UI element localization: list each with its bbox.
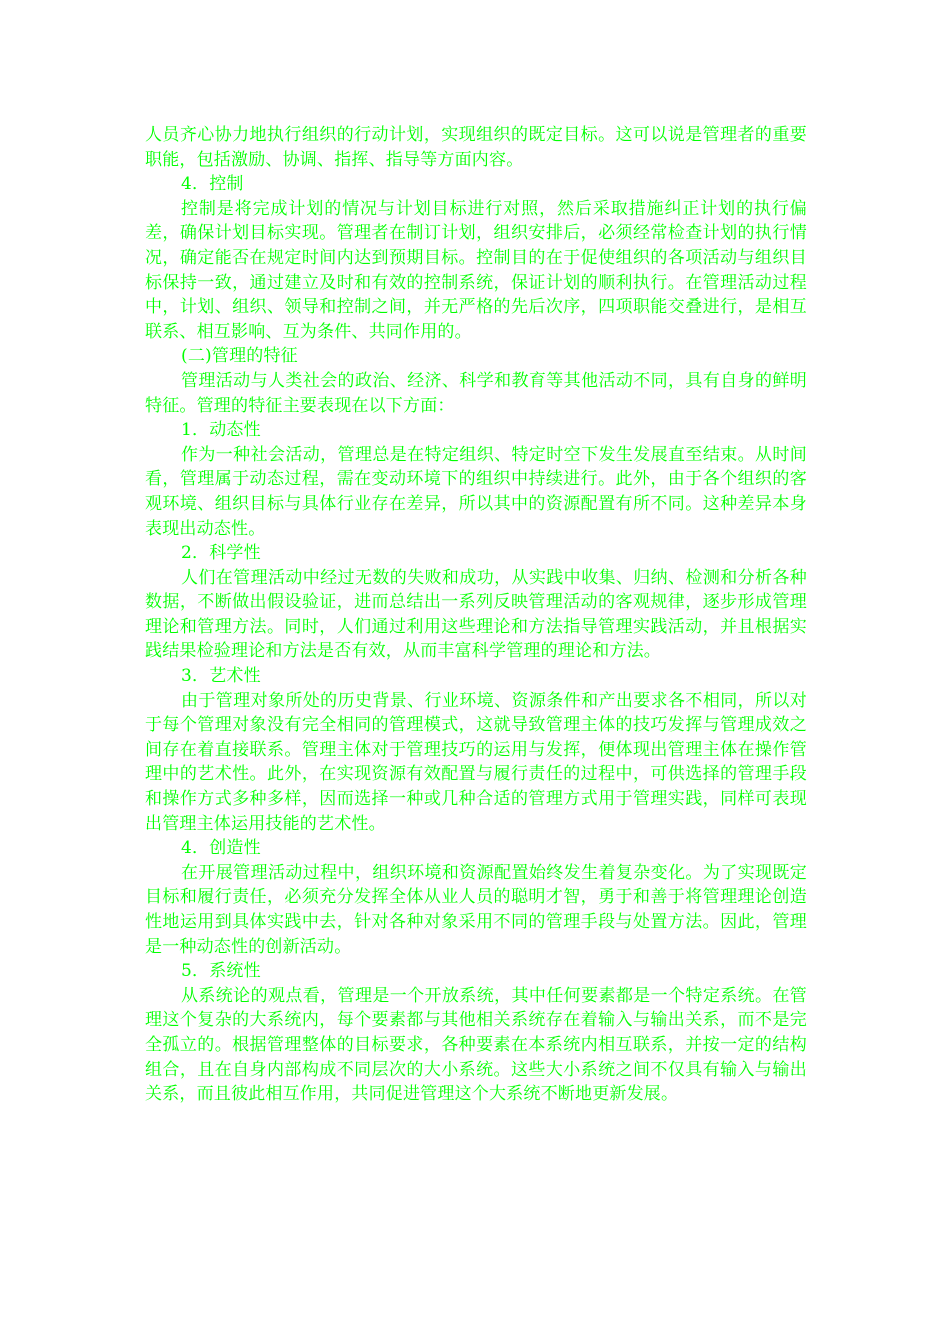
paragraph-intro: 人员齐心协力地执行组织的行动计划，实现组织的既定目标。这可以说是管理者的重要职能，包括激励、协调、指挥、指导等方面内容。 [145, 125, 807, 170]
paragraph-creative: 在开展管理活动过程中，组织环境和资源配置始终发生着复杂变化。为了实现既定目标和履行责任，必须充分发挥全体从业人员的聪明才智，勇于和善于将管理理论创造性地运用到具体实践中去，针对各种对象采用不同的管理手段与处置方法。因此，管理是一种动态性的创新活动。 [145, 862, 807, 957]
heading-dynamic: 1．动态性 [181, 420, 261, 441]
paragraph-systematic: 从系统论的观点看，管理是一个开放系统，其中任何要素都是一个特定系统。在管理这个复杂的大系统内，每个要素都与其他相关系统存在着输入与输出关系，而不是完全孤立的。根据管理整体的目标要求，各种要素在本系统内相互联系，并按一定的结构组合，且在自身内部构成不同层次的大小系统。这些大小系统之间不仅具有输入与输出关系，而且彼此相互作用，共同促进管理这个大系统不断地更新发展。 [145, 985, 807, 1105]
heading-characteristics: (二)管理的特征 [181, 346, 298, 367]
paragraph-artistic: 由于管理对象所处的历史背景、行业环境、资源条件和产出要求各不相同，所以对于每个管理对象没有完全相同的管理模式，这就导致管理主体的技巧发挥与管理成效之间存在着直接联系。管理主体对于管理技巧的运用与发挥，便体现出管理主体在操作管理中的艺术性。此外，在实现资源有效配置与履行责任的过程中，可供选择的管理手段和操作方式多种多样，因而选择一种或几种合适的管理方式用于管理实践，同样可表现出管理主体运用技能的艺术性。 [145, 690, 807, 834]
paragraph-control: 控制是将完成计划的情况与计划目标进行对照，然后采取措施纠正计划的执行偏差，确保计划目标实现。管理者在制订计划，组织安排后，必须经常检查计划的执行情况，确定能否在规定时间内达到预期目标。控制目的在于促使组织的各项活动与组织目标保持一致，通过建立及时和有效的控制系统，保证计划的顺利执行。在管理活动过程中，计划、组织、领导和控制之间，并无严格的先后次序，四项职能交叠进行，是相互联系、相互影响、互为条件、共同作用的。 [145, 198, 807, 342]
paragraph-scientific: 人们在管理活动中经过无数的失败和成功，从实践中收集、归纳、检测和分析各种数据，不断做出假设验证，进而总结出一系列反映管理活动的客观规律，逐步形成管理理论和管理方法。同时，人们通过利用这些理论和方法指导管理实践活动，并且根据实践结果检验理论和方法是否有效，从而丰富科学管理的理论和方法。 [145, 567, 807, 662]
heading-systematic: 5．系统性 [181, 961, 261, 982]
heading-creative: 4．创造性 [181, 838, 261, 859]
heading-artistic: 3．艺术性 [181, 666, 261, 687]
heading-control: 4．控制 [181, 174, 244, 195]
paragraph-dynamic: 作为一种社会活动，管理总是在特定组织、特定时空下发生发展直至结束。从时间看，管理属于动态过程，需在变动环境下的组织中持续进行。此外，由于各个组织的客观环境、组织目标与具体行业存在差异，所以其中的资源配置有所不同。这种差异本身表现出动态性。 [145, 444, 807, 539]
paragraph-characteristics: 管理活动与人类社会的政治、经济、科学和教育等其他活动不同，具有自身的鲜明特征。管理的特征主要表现在以下方面： [145, 370, 807, 416]
heading-scientific: 2．科学性 [181, 543, 261, 564]
document-body [145, 123, 807, 1107]
